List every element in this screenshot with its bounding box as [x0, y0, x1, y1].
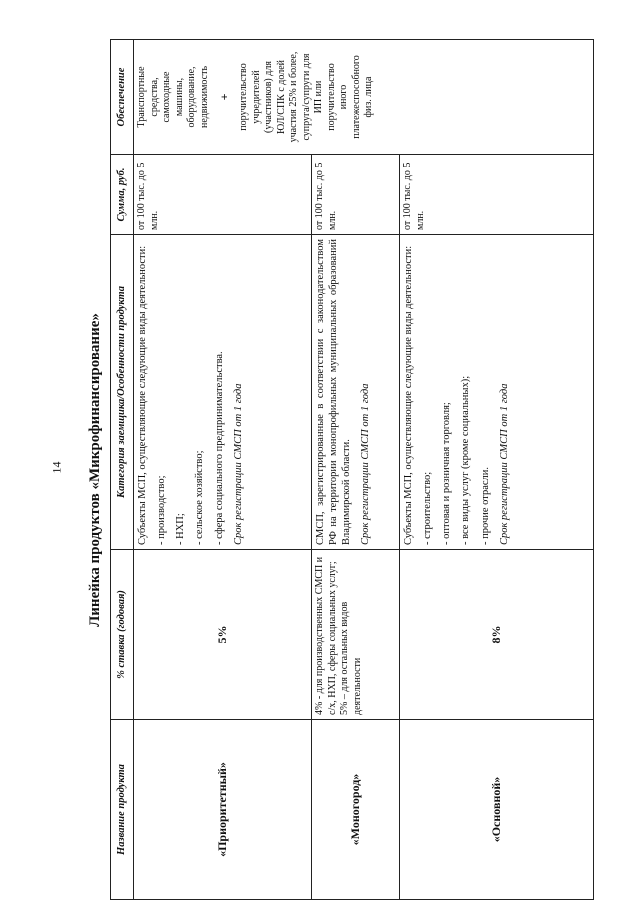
security-line: супруга/супруги для [300, 53, 312, 141]
registration-term: Срок регистрации СМСП от 1 года [360, 383, 372, 545]
registration-term: Срок регистрации СМСП от 1 года [498, 383, 510, 545]
table-header-row [111, 40, 134, 900]
header-amount: Сумма, руб. [111, 155, 134, 235]
product-rate: 5% [134, 550, 312, 720]
products-table [110, 39, 594, 900]
security-line: ИП или [313, 80, 324, 114]
category-line: - строительство; [422, 471, 434, 545]
category-line: Субъекты МСП, осуществляющие следующие виды деятельности: [137, 245, 148, 545]
security-line: ЮЛ/СПК с долей [275, 59, 287, 135]
category-line: - прочие отрасли. [479, 466, 491, 545]
table-row [134, 40, 312, 900]
security-line: физ. лица [363, 76, 374, 118]
security-plus: + [217, 93, 231, 101]
header-product-name: Название продукта [111, 720, 134, 900]
security-line: оборудование, [186, 66, 197, 128]
page-number: 14 [49, 461, 64, 474]
category-line: - производство; [156, 475, 168, 545]
security-line: средства, [148, 77, 160, 117]
product-amount: от 100 тыс. до 5 млн. [400, 155, 594, 235]
category-line: - сфера социального предпринимательства. [213, 351, 225, 545]
product-name: «Приоритетный» [134, 720, 312, 900]
security-line: участия 25% и более, [288, 51, 299, 143]
category-line: СМСП, зарегистрированные в соответствии с законодательством РФ на территории монопрофильных муниципальных образований Владимирской области. [315, 239, 353, 545]
product-name: «Основной» [400, 720, 594, 900]
header-category: Категория заемщика/Особенности продукта [111, 235, 134, 550]
table-row [400, 40, 594, 900]
header-rate: % ставка (годовая) [111, 550, 134, 720]
header-security: Обеспечение [111, 40, 134, 155]
product-rate [312, 550, 400, 720]
security-line: (участников) для [263, 61, 274, 133]
product-category [312, 235, 400, 550]
security-line: поручительство [325, 63, 337, 131]
rotated-document [80, 40, 610, 900]
registration-term: Срок регистрации СМСП от 1 года [232, 383, 244, 545]
category-line: - НХП; [175, 513, 187, 545]
product-amount: от 100 тыс. до 5 млн. [312, 155, 400, 235]
security-line: иного [338, 84, 349, 110]
category-line: - все виды услуг (кроме социальных); [460, 375, 472, 545]
category-line: Субъекты МСП, осуществляющие следующие виды деятельности: [403, 245, 414, 545]
document-title: Линейка продуктов «Микрофинансирование» [87, 313, 103, 627]
security-line: самоходные [161, 71, 172, 123]
product-category [400, 235, 594, 550]
table-row [312, 40, 400, 900]
rate-line: 5% – для остальных видов деятельности [339, 601, 363, 715]
category-line: - сельское хозяйство; [194, 450, 206, 545]
product-rate: 8% [400, 550, 594, 720]
rate-line: 4% - для производственных СМСП и с/х, НХП, сферы социальных услуг; [314, 556, 338, 715]
security-line: Транспортные [136, 66, 147, 128]
security-line: поручительство [238, 63, 249, 131]
category-line: - оптовая и розничная торговля; [441, 402, 453, 545]
product-name: «Моногород» [312, 720, 400, 900]
security-line: платежеспособного [350, 55, 362, 139]
security-cell [134, 40, 594, 155]
security-line: учредителей [250, 70, 262, 124]
security-line: машины, [173, 77, 185, 117]
security-line: недвижимость [198, 65, 210, 129]
product-amount: от 100 тыс. до 5 млн. [134, 155, 312, 235]
product-category [134, 235, 312, 550]
